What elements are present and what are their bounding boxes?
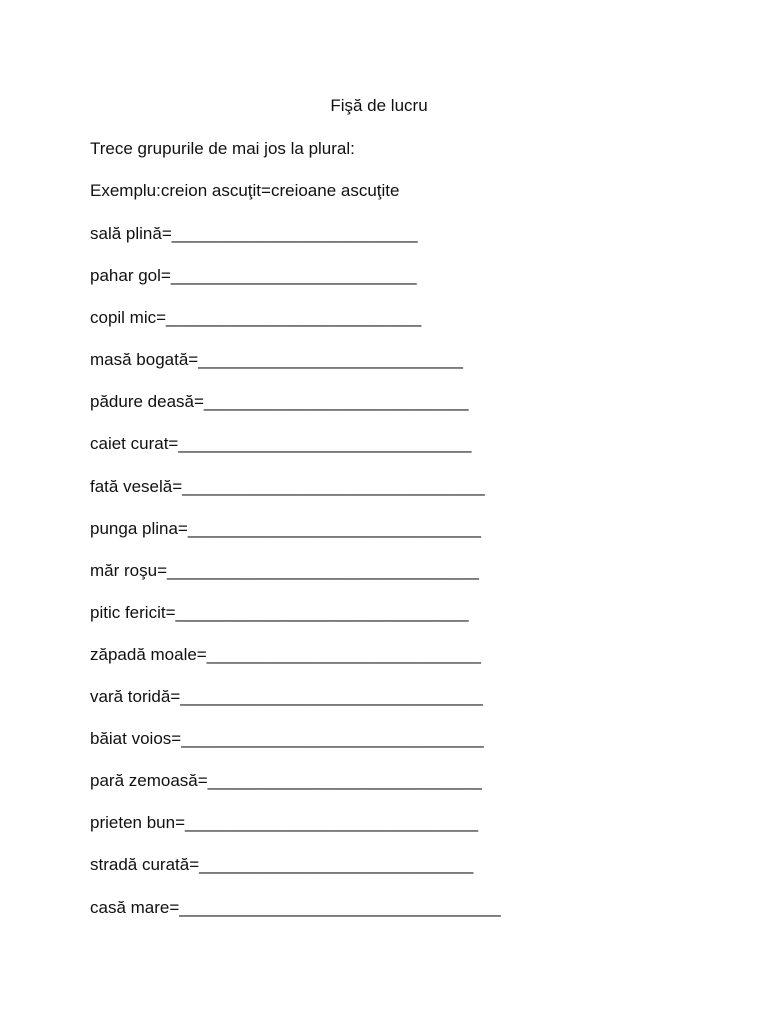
exercise-item-mar-rosu: măr roşu=_________________________________: [90, 560, 479, 580]
worksheet-title: Fişă de lucru: [330, 96, 428, 115]
exercise-list: [90, 223, 501, 939]
instruction-text: Trece grupurile de mai jos la plural:: [90, 139, 355, 158]
exercise-item-para-zemoasa: pară zemoasă=_____________________________: [90, 771, 482, 791]
example-text: Exemplu:creion ascuţit=creioane ascuţite: [90, 181, 400, 200]
exercise-item-pitic-fericit: pitic fericit=_______________________________: [90, 602, 469, 622]
exercise-item-zapada-moale: zăpadă moale=_____________________________: [90, 644, 481, 664]
exercise-item-pahar-gol: pahar gol=__________________________: [90, 266, 417, 286]
exercise-item-fata-vesela: fată veselă=________________________________: [90, 476, 485, 496]
exercise-item-baiat-voios: băiat voios=________________________________: [90, 729, 484, 749]
exercise-item-prieten-bun: prieten bun=_______________________________: [90, 813, 479, 833]
exercise-item-sala-plina: sală plină=__________________________: [90, 224, 418, 243]
exercise-item-punga-plina: punga plina=_______________________________: [90, 518, 481, 538]
exercise-item-padure-deasa: pădure deasă=____________________________: [90, 392, 469, 412]
exercise-item-casa-mare: casă mare=__________________________________: [90, 897, 501, 917]
exercise-item-vara-torida: vară toridă=________________________________: [90, 687, 483, 707]
exercise-item-caiet-curat: caiet curat=_______________________________: [90, 434, 472, 454]
exercise-item-copil-mic: copil mic=___________________________: [90, 308, 422, 328]
exercise-item-masa-bogata: masă bogată=____________________________: [90, 350, 463, 370]
exercise-item-strada-curata: stradă curată=_____________________________: [90, 855, 474, 875]
